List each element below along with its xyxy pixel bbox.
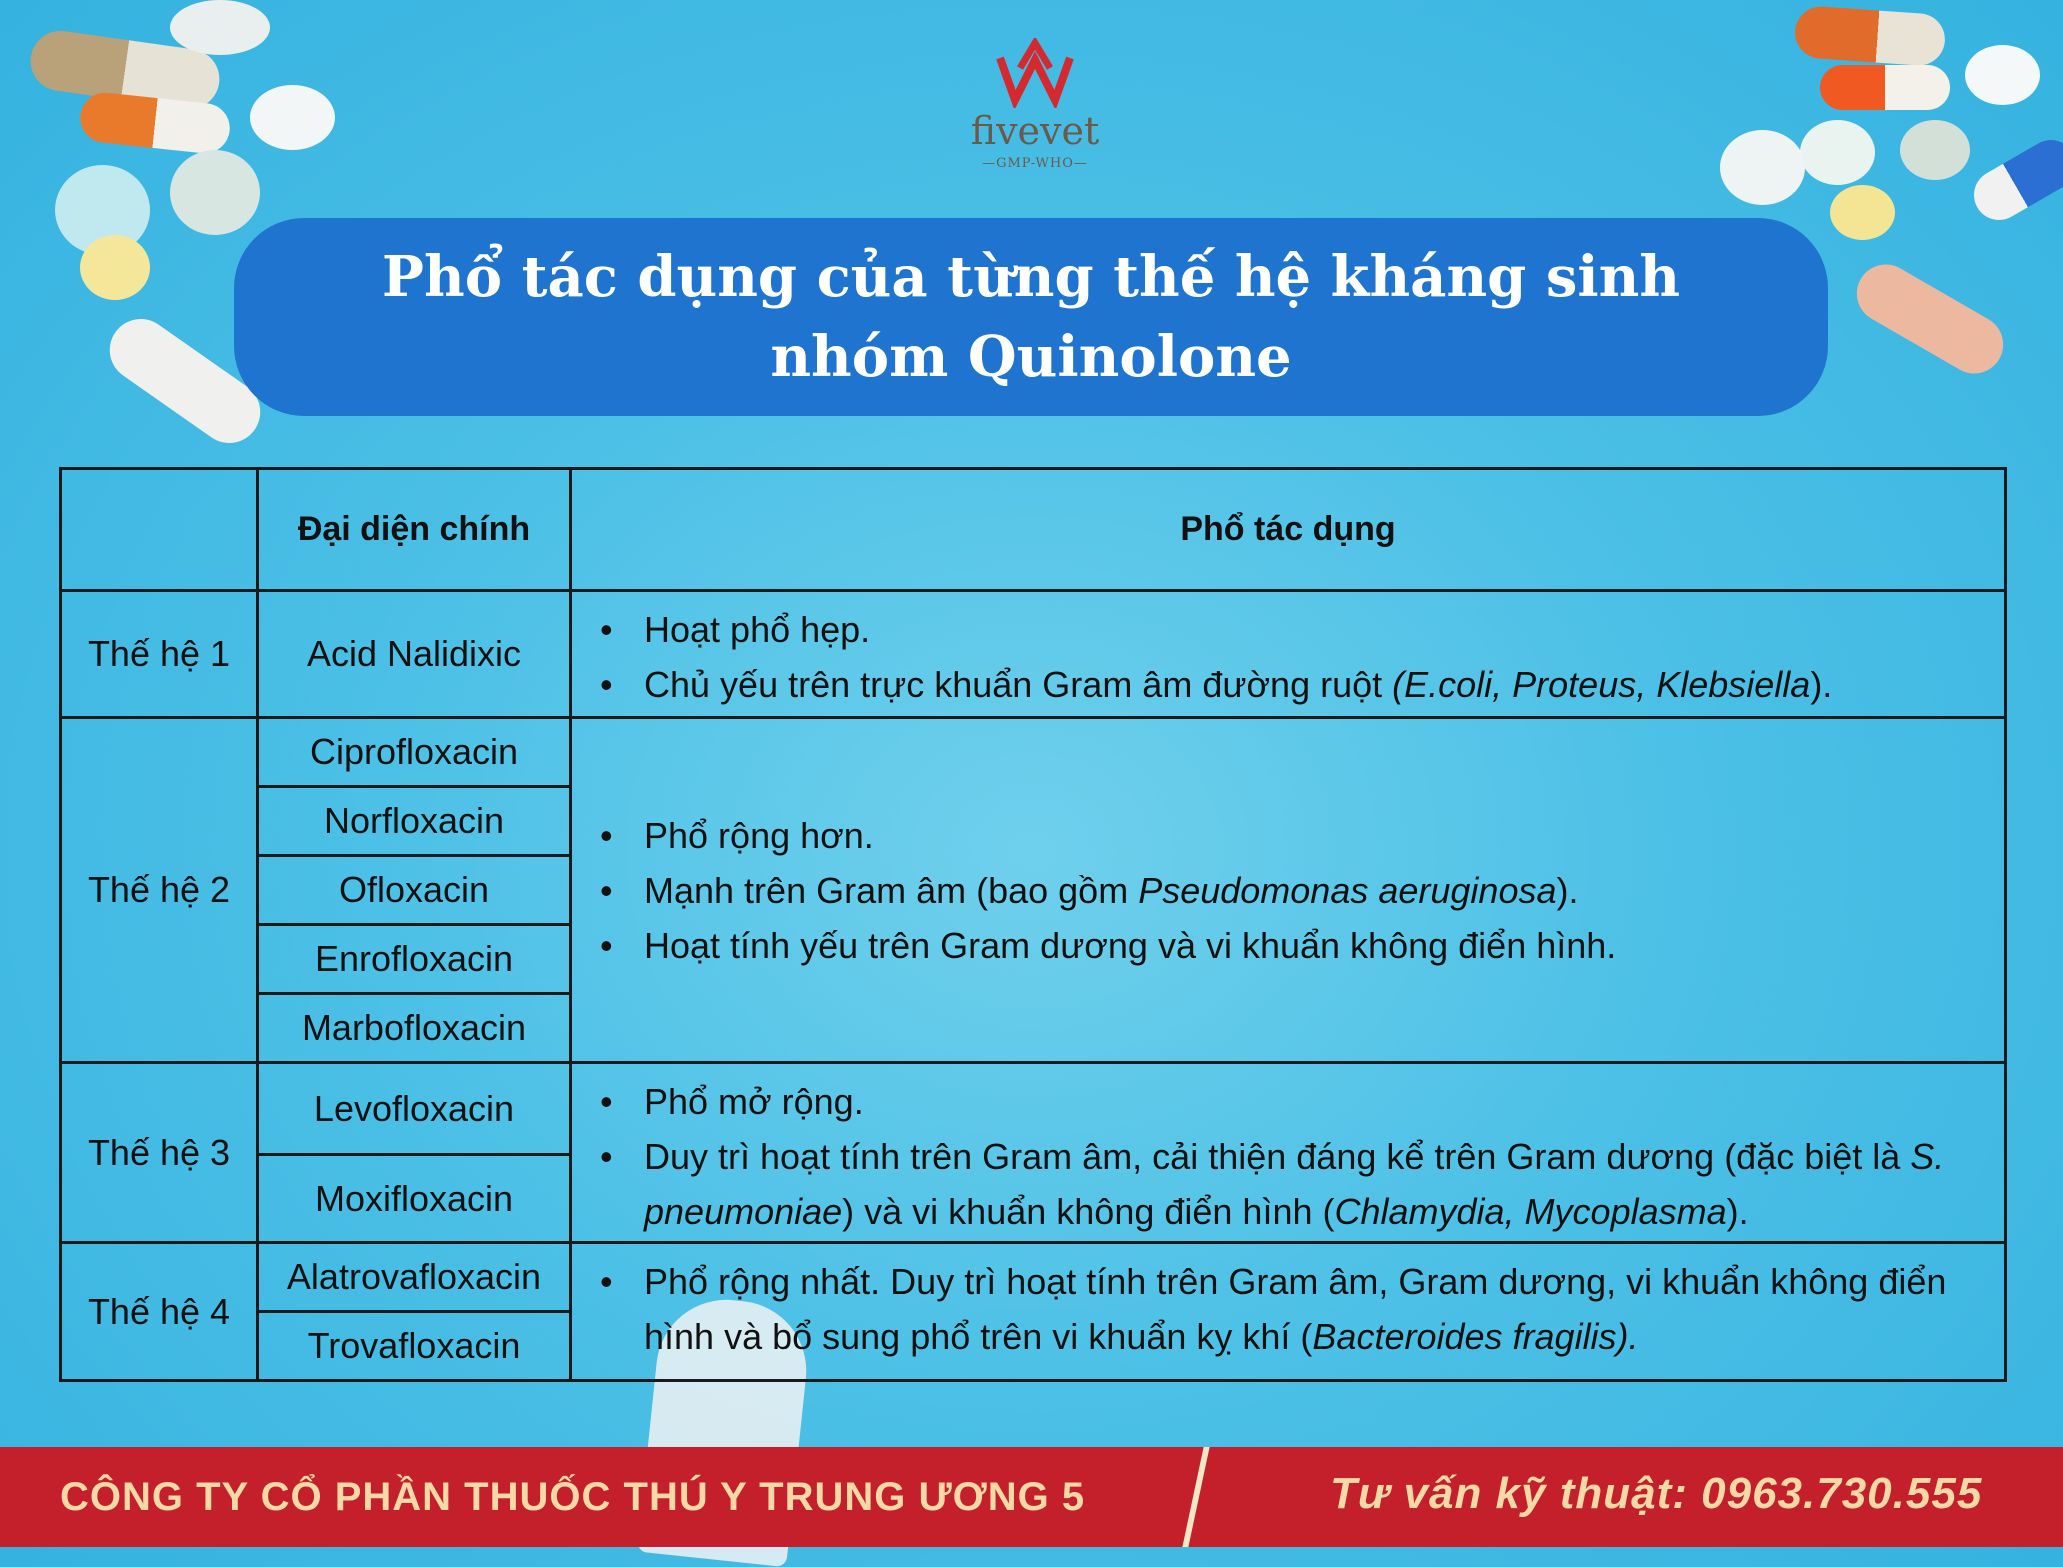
gen1-bullet-1: • Hoạt phổ hẹp. xyxy=(594,602,1984,657)
gen1-spectrum xyxy=(571,591,2006,718)
gen3-drug-2: Moxifloxacin xyxy=(258,1155,571,1243)
gen4-drug-1: Alatrovafloxacin xyxy=(258,1243,571,1312)
gen2-drug-5: Marbofloxacin xyxy=(258,994,571,1063)
gen4-spectrum xyxy=(571,1243,2006,1381)
gen2-drug-2: Norfloxacin xyxy=(258,787,571,856)
gen2-bullet-3: • Hoạt tính yếu trên Gram dương và vi khuẩn không điển hình. xyxy=(594,918,1984,973)
gen1-bullet-2: • Chủ yếu trên trực khuẩn Gram âm đường ruột (E.coli, Proteus, Klebsiella). xyxy=(594,657,1984,712)
title-line-2: nhóm Quinolone xyxy=(770,324,1292,390)
table-row-gen2 xyxy=(61,718,2006,787)
logo-wordmark: fivevet xyxy=(970,109,1100,153)
table-row-gen3 xyxy=(61,1063,2006,1155)
gen3-drug-1: Levofloxacin xyxy=(258,1063,571,1155)
gen2-bullet-2: • Mạnh trên Gram âm (bao gồm Pseudomonas aeruginosa). xyxy=(594,863,1984,918)
gen2-label: Thế hệ 2 xyxy=(61,718,258,1063)
table-header-row xyxy=(61,469,2006,591)
gen2-drug-1: Ciprofloxacin xyxy=(258,718,571,787)
gen2-spectrum xyxy=(571,718,2006,1063)
gen2-drug-3: Ofloxacin xyxy=(258,856,571,925)
gen3-bullet-2: • Duy trì hoạt tính trên Gram âm, cải thiện đáng kể trên Gram dương (đặc biệt là S. pneumoniae) và vi khuẩn không điển hình (Chlamydia, Mycoplasma). xyxy=(594,1129,1984,1239)
gen3-label: Thế hệ 3 xyxy=(61,1063,258,1243)
gen4-drug-2: Trovafloxacin xyxy=(258,1312,571,1381)
header-representative: Đại diện chính xyxy=(258,469,571,591)
footer-bar xyxy=(0,1447,2063,1547)
header-generation xyxy=(61,469,258,591)
fivevet-logo xyxy=(955,38,1115,171)
gen1-drug: Acid Nalidixic xyxy=(258,591,571,718)
table-row-gen4 xyxy=(61,1243,2006,1312)
fivevet-logo-mark xyxy=(990,38,1080,108)
gen2-bullet-1: • Phổ rộng hơn. xyxy=(594,808,1984,863)
header-spectrum: Phổ tác dụng xyxy=(571,469,2006,591)
table-row-gen1 xyxy=(61,591,2006,718)
logo-tagline: —GMP-WHO— xyxy=(982,156,1088,171)
title-banner xyxy=(234,218,1828,416)
gen4-label: Thế hệ 4 xyxy=(61,1243,258,1381)
company-name: CÔNG TY CỔ PHẦN THUỐC THÚ Y TRUNG ƯƠNG 5 xyxy=(60,1475,1086,1519)
quinolone-table xyxy=(59,467,2007,1382)
footer-divider xyxy=(1182,1447,1209,1547)
gen3-bullet-1: • Phổ mở rộng. xyxy=(594,1074,1984,1129)
hotline: Tư vấn kỹ thuật: 0963.730.555 xyxy=(1330,1469,1983,1518)
gen3-spectrum xyxy=(571,1063,2006,1243)
gen2-drug-4: Enrofloxacin xyxy=(258,925,571,994)
title-line-1: Phổ tác dụng của từng thế hệ kháng sinh xyxy=(381,244,1681,310)
gen4-bullet-1: • Phổ rộng nhất. Duy trì hoạt tính trên Gram âm, Gram dương, vi khuẩn không điển hình và bổ sung phổ trên vi khuẩn kỵ khí (Bacteroides fragilis). xyxy=(594,1254,1984,1364)
gen1-label: Thế hệ 1 xyxy=(61,591,258,718)
